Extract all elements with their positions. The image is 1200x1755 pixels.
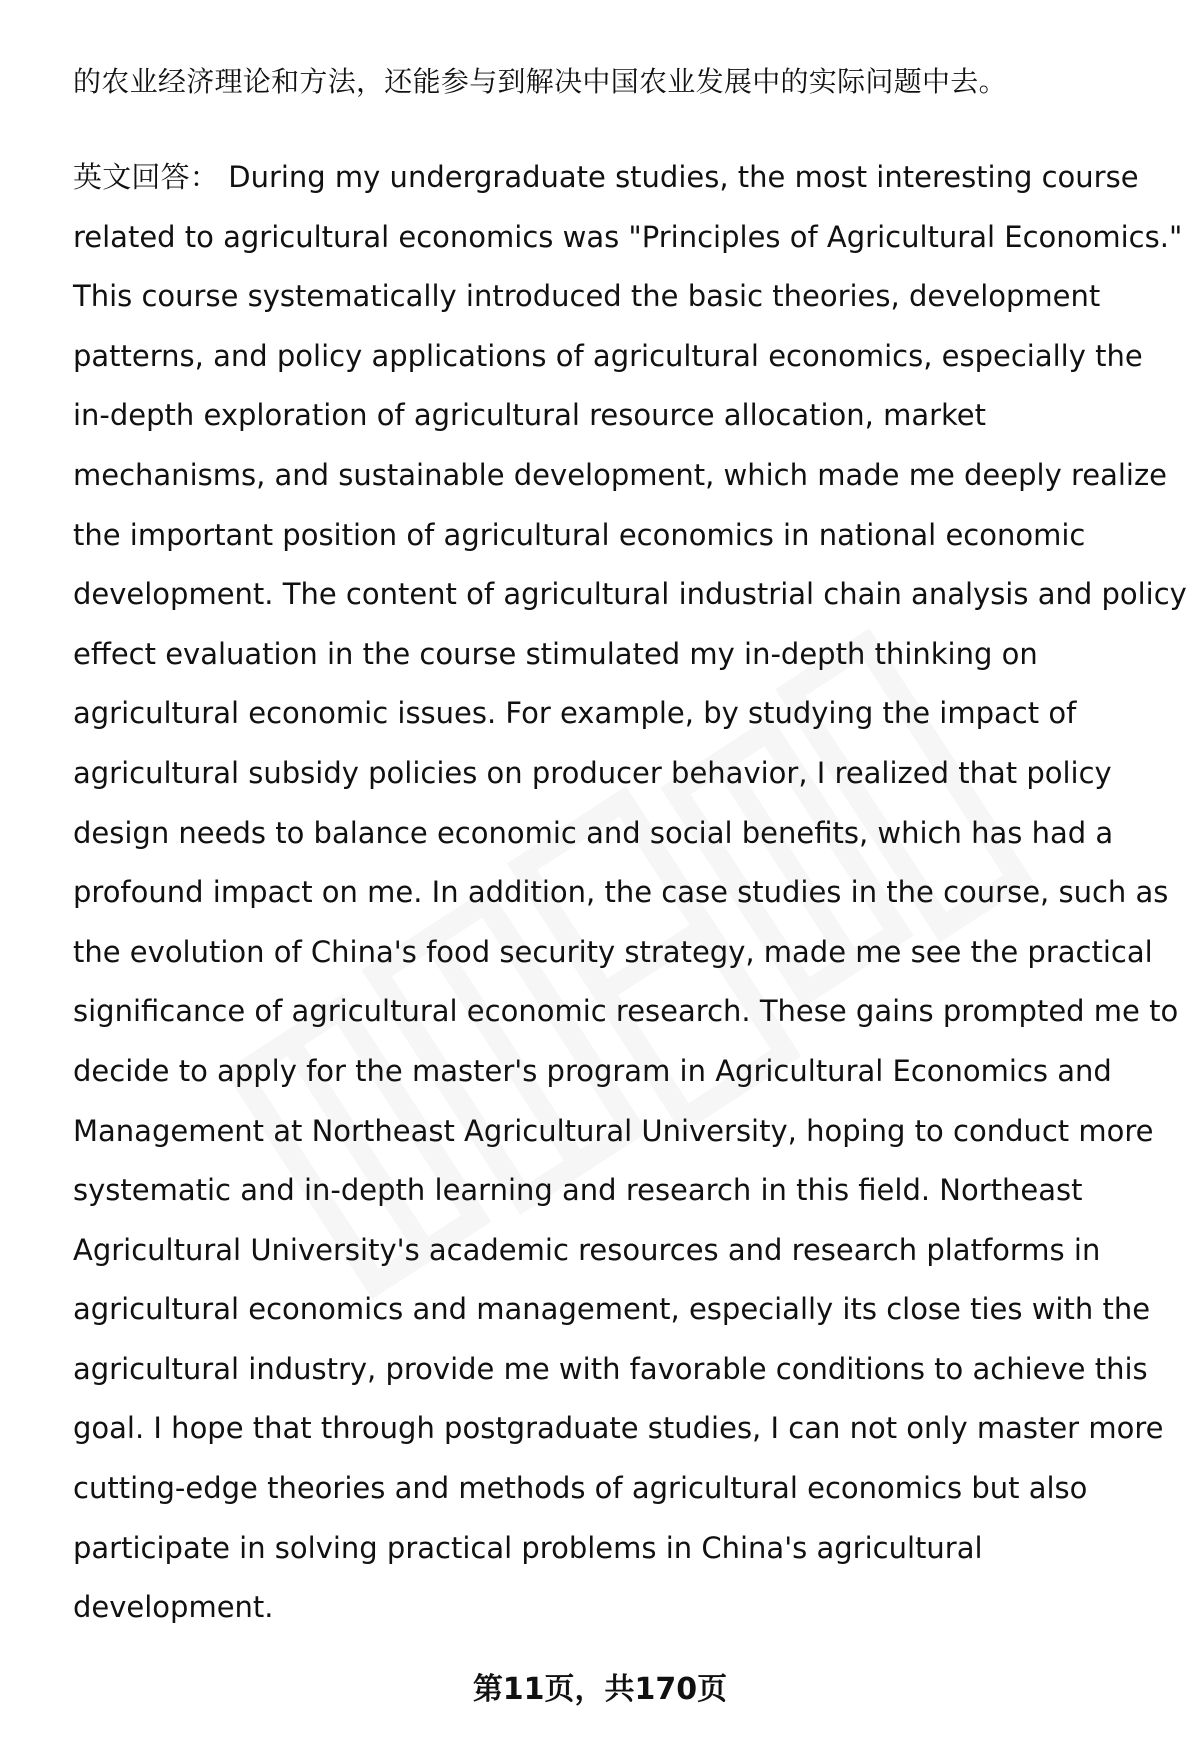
answer-line: mechanisms, and sustainable development, which made me deeply realize	[73, 457, 1168, 492]
english-answer-block	[73, 148, 1187, 1638]
answer-line: related to agricultural economics was "Principles of Agricultural Economics."	[73, 219, 1183, 254]
main-content	[73, 60, 1187, 1638]
answer-line: goal. I hope that through postgraduate studies, I can not only master more	[73, 1411, 1164, 1446]
answer-line: Agricultural University's academic resources and research platforms in	[73, 1232, 1101, 1267]
answer-line-1	[73, 148, 1158, 208]
answer-line: the evolution of China's food security strategy, made me see the practical	[73, 934, 1153, 969]
answer-label: 英文回答：	[73, 160, 220, 194]
intro-line: 的农业经济理论和方法，还能参与到解决中国农业发展中的实际问题中去。	[73, 65, 1007, 98]
answer-line: patterns, and policy applications of agricultural economics, especially the	[73, 338, 1143, 373]
answer-line: Management at Northeast Agricultural University, hoping to conduct more	[73, 1113, 1154, 1148]
answer-line: in-depth exploration of agricultural resource allocation, market	[73, 398, 987, 433]
answer-line: participate in solving practical problems in China's agricultural	[73, 1530, 983, 1565]
answer-line: profound impact on me. In addition, the case studies in the course, such as	[73, 875, 1169, 910]
answer-line: development.	[73, 1590, 274, 1625]
page-indicator: 第11页，共170页	[472, 1672, 728, 1707]
answer-line: effect evaluation in the course stimulated my in-depth thinking on	[73, 636, 1038, 671]
answer-line: agricultural subsidy policies on producer behavior, I realized that policy	[73, 755, 1112, 790]
answer-line: significance of agricultural economic research. These gains prompted me to	[73, 994, 1179, 1029]
answer-line: design needs to balance economic and social benefits, which has had a	[73, 815, 1114, 850]
answer-line: decide to apply for the master's program in Agricultural Economics and	[73, 1053, 1112, 1088]
answer-line: systematic and in-depth learning and research in this field. Northeast	[73, 1173, 1083, 1208]
answer-line: agricultural industry, provide me with favorable conditions to achieve this	[73, 1351, 1148, 1386]
answer-line: cutting-edge theories and methods of agricultural economics but also	[73, 1471, 1088, 1506]
answer-line: agricultural economics and management, especially its close ties with the	[73, 1292, 1151, 1327]
answer-line: agricultural economic issues. For example, by studying the impact of	[73, 696, 1077, 731]
answer-line: This course systematically introduced the basic theories, development	[73, 279, 1101, 314]
answer-line: the important position of agricultural economics in national economic	[73, 517, 1086, 552]
answer-line-text: During my undergraduate studies, the most interesting course	[228, 160, 1139, 194]
answer-line: development. The content of agricultural industrial chain analysis and policy	[73, 577, 1187, 612]
